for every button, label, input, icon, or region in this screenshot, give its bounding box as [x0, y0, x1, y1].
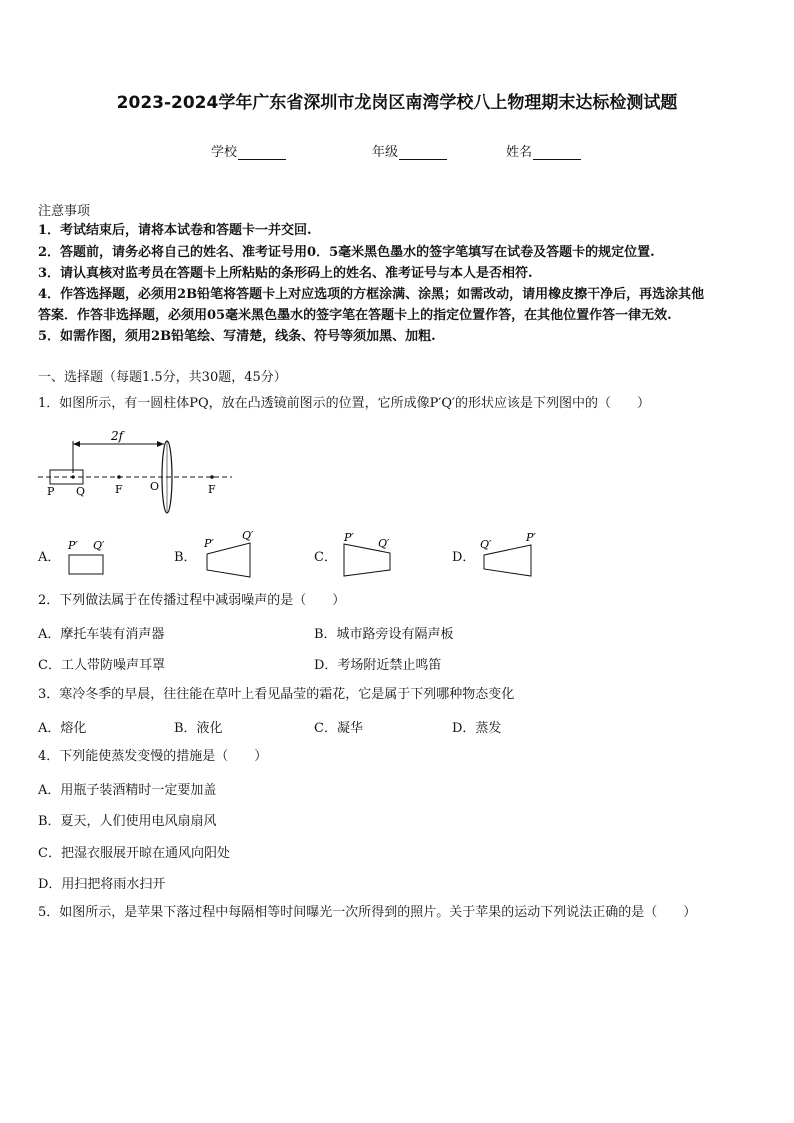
note-item-1: 1．考试结束后，请将本试卷和答题卡一并交回. [38, 223, 312, 238]
q1-option-b-letter: B． [174, 550, 197, 565]
grade-blank[interactable] [399, 146, 447, 160]
q1-option-c-figure[interactable] [338, 528, 400, 580]
q4-stem: 4．下列能使蒸发变慢的措施是（ ） [38, 749, 268, 764]
label-p: P [47, 485, 55, 498]
q3-option-d[interactable]: D．蒸发 [452, 721, 502, 736]
q4-option-d[interactable]: D．用扫把将雨水扫开 [38, 877, 166, 892]
q1-option-c-letter: C． [314, 550, 337, 565]
q1-option-a-figure[interactable] [62, 535, 112, 579]
school-blank[interactable] [238, 146, 286, 160]
q1-option-c[interactable] [314, 546, 337, 565]
label-f-left: F [115, 483, 123, 496]
school-label: 学校 [211, 145, 238, 160]
q1-option-d-figure[interactable] [476, 528, 544, 580]
notes-heading: 注意事项 [38, 204, 91, 219]
cylinder-center-dot [71, 475, 74, 478]
two-f-label: 2f [111, 429, 124, 443]
section-heading: 一、选择题（每题1.5分，共30题，45分） [38, 370, 287, 385]
q2-option-a[interactable]: A．摩托车装有消声器 [38, 627, 165, 642]
q1-option-b[interactable] [174, 546, 197, 565]
q1-option-d[interactable] [452, 546, 475, 565]
q1-a-shape [69, 555, 103, 574]
q2-option-b[interactable]: B．城市路旁设有隔声板 [314, 627, 454, 642]
q1-b-left-label: P′ [204, 537, 214, 550]
q1-c-left-label: P′ [344, 531, 354, 544]
note-item-2: 2．答题前，请务必将自己的姓名、准考证号用0．5毫米黑色墨水的签字笔填写在试卷及答题卡的规定位置. [38, 245, 655, 260]
label-q: Q [76, 485, 86, 498]
q2-option-d[interactable]: D．考场附近禁止鸣笛 [314, 658, 442, 673]
exam-title: 2023-2024学年广东省深圳市龙岗区南湾学校八上物理期末达标检测试题 [116, 93, 678, 113]
q1-d-left-label: Q′ [480, 538, 492, 551]
q4-option-a[interactable]: A．用瓶子装酒精时一定要加盖 [38, 783, 217, 798]
note-item-4-cont: 答案．作答非选择题，必须用05毫米黑色墨水的签字笔在答题卡上的指定位置作答，在其他位置作答一律无效. [38, 308, 672, 323]
dim-arrow-right [157, 441, 164, 447]
q5-stem: 5．如图所示，是苹果下落过程中每隔相等时间曝光一次所得到的照片。关于苹果的运动下列说法正确的是（ ） [38, 905, 697, 920]
q3-option-c[interactable]: C．凝华 [314, 721, 363, 736]
q1-a-right-label: Q′ [93, 539, 105, 552]
dim-arrow-left [73, 441, 80, 447]
lens-diagram [36, 428, 236, 518]
q2-option-c[interactable]: C．工人带防噪声耳罩 [38, 658, 165, 673]
q1-b-right-label: Q′ [242, 529, 254, 542]
q1-d-right-label: P′ [526, 531, 536, 544]
q4-option-c[interactable]: C．把湿衣服展开晾在通风向阳处 [38, 846, 230, 861]
q1-option-a-letter: A． [38, 550, 61, 565]
name-field[interactable] [506, 141, 581, 160]
q1-c-right-label: Q′ [378, 537, 390, 550]
q1-stem: 1．如图所示，有一圆柱体PQ，放在凸透镜前图示的位置，它所成像P′Q′的形状应该是下列图中的（ ） [38, 396, 650, 411]
q1-option-a[interactable] [38, 546, 60, 565]
grade-field[interactable] [372, 141, 447, 160]
q1-a-left-label: P′ [68, 539, 78, 552]
q3-option-b[interactable]: B．液化 [174, 721, 223, 736]
q1-option-d-letter: D． [452, 550, 476, 565]
focal-point-right [210, 475, 214, 479]
label-f-right: F [208, 483, 216, 496]
name-blank[interactable] [533, 146, 581, 160]
focal-point-left [117, 475, 121, 479]
q2-stem: 2．下列做法属于在传播过程中减弱噪声的是（ ） [38, 593, 346, 608]
school-field[interactable] [211, 141, 286, 160]
q3-option-a[interactable]: A．熔化 [38, 721, 87, 736]
q3-stem: 3．寒冷冬季的早晨，往往能在草叶上看见晶莹的霜花，它是属于下列哪种物态变化 [38, 687, 515, 702]
q1-option-b-figure[interactable] [198, 528, 260, 580]
label-o: O [150, 480, 160, 493]
name-label: 姓名 [506, 145, 533, 160]
note-item-3: 3．请认真核对监考员在答题卡上所粘贴的条形码上的姓名、准考证号与本人是否相符. [38, 266, 533, 281]
grade-label: 年级 [372, 145, 399, 160]
q4-option-b[interactable]: B．夏天，人们使用电风扇扇风 [38, 814, 217, 829]
note-item-4: 4．作答选择题，必须用2B铅笔将答题卡上对应选项的方框涂满、涂黑；如需改动，请用橡皮擦干净后，再选涂其他 [38, 287, 705, 302]
note-item-5: 5．如需作图，须用2B铅笔绘、写清楚，线条、符号等须加黑、加粗. [38, 329, 436, 344]
